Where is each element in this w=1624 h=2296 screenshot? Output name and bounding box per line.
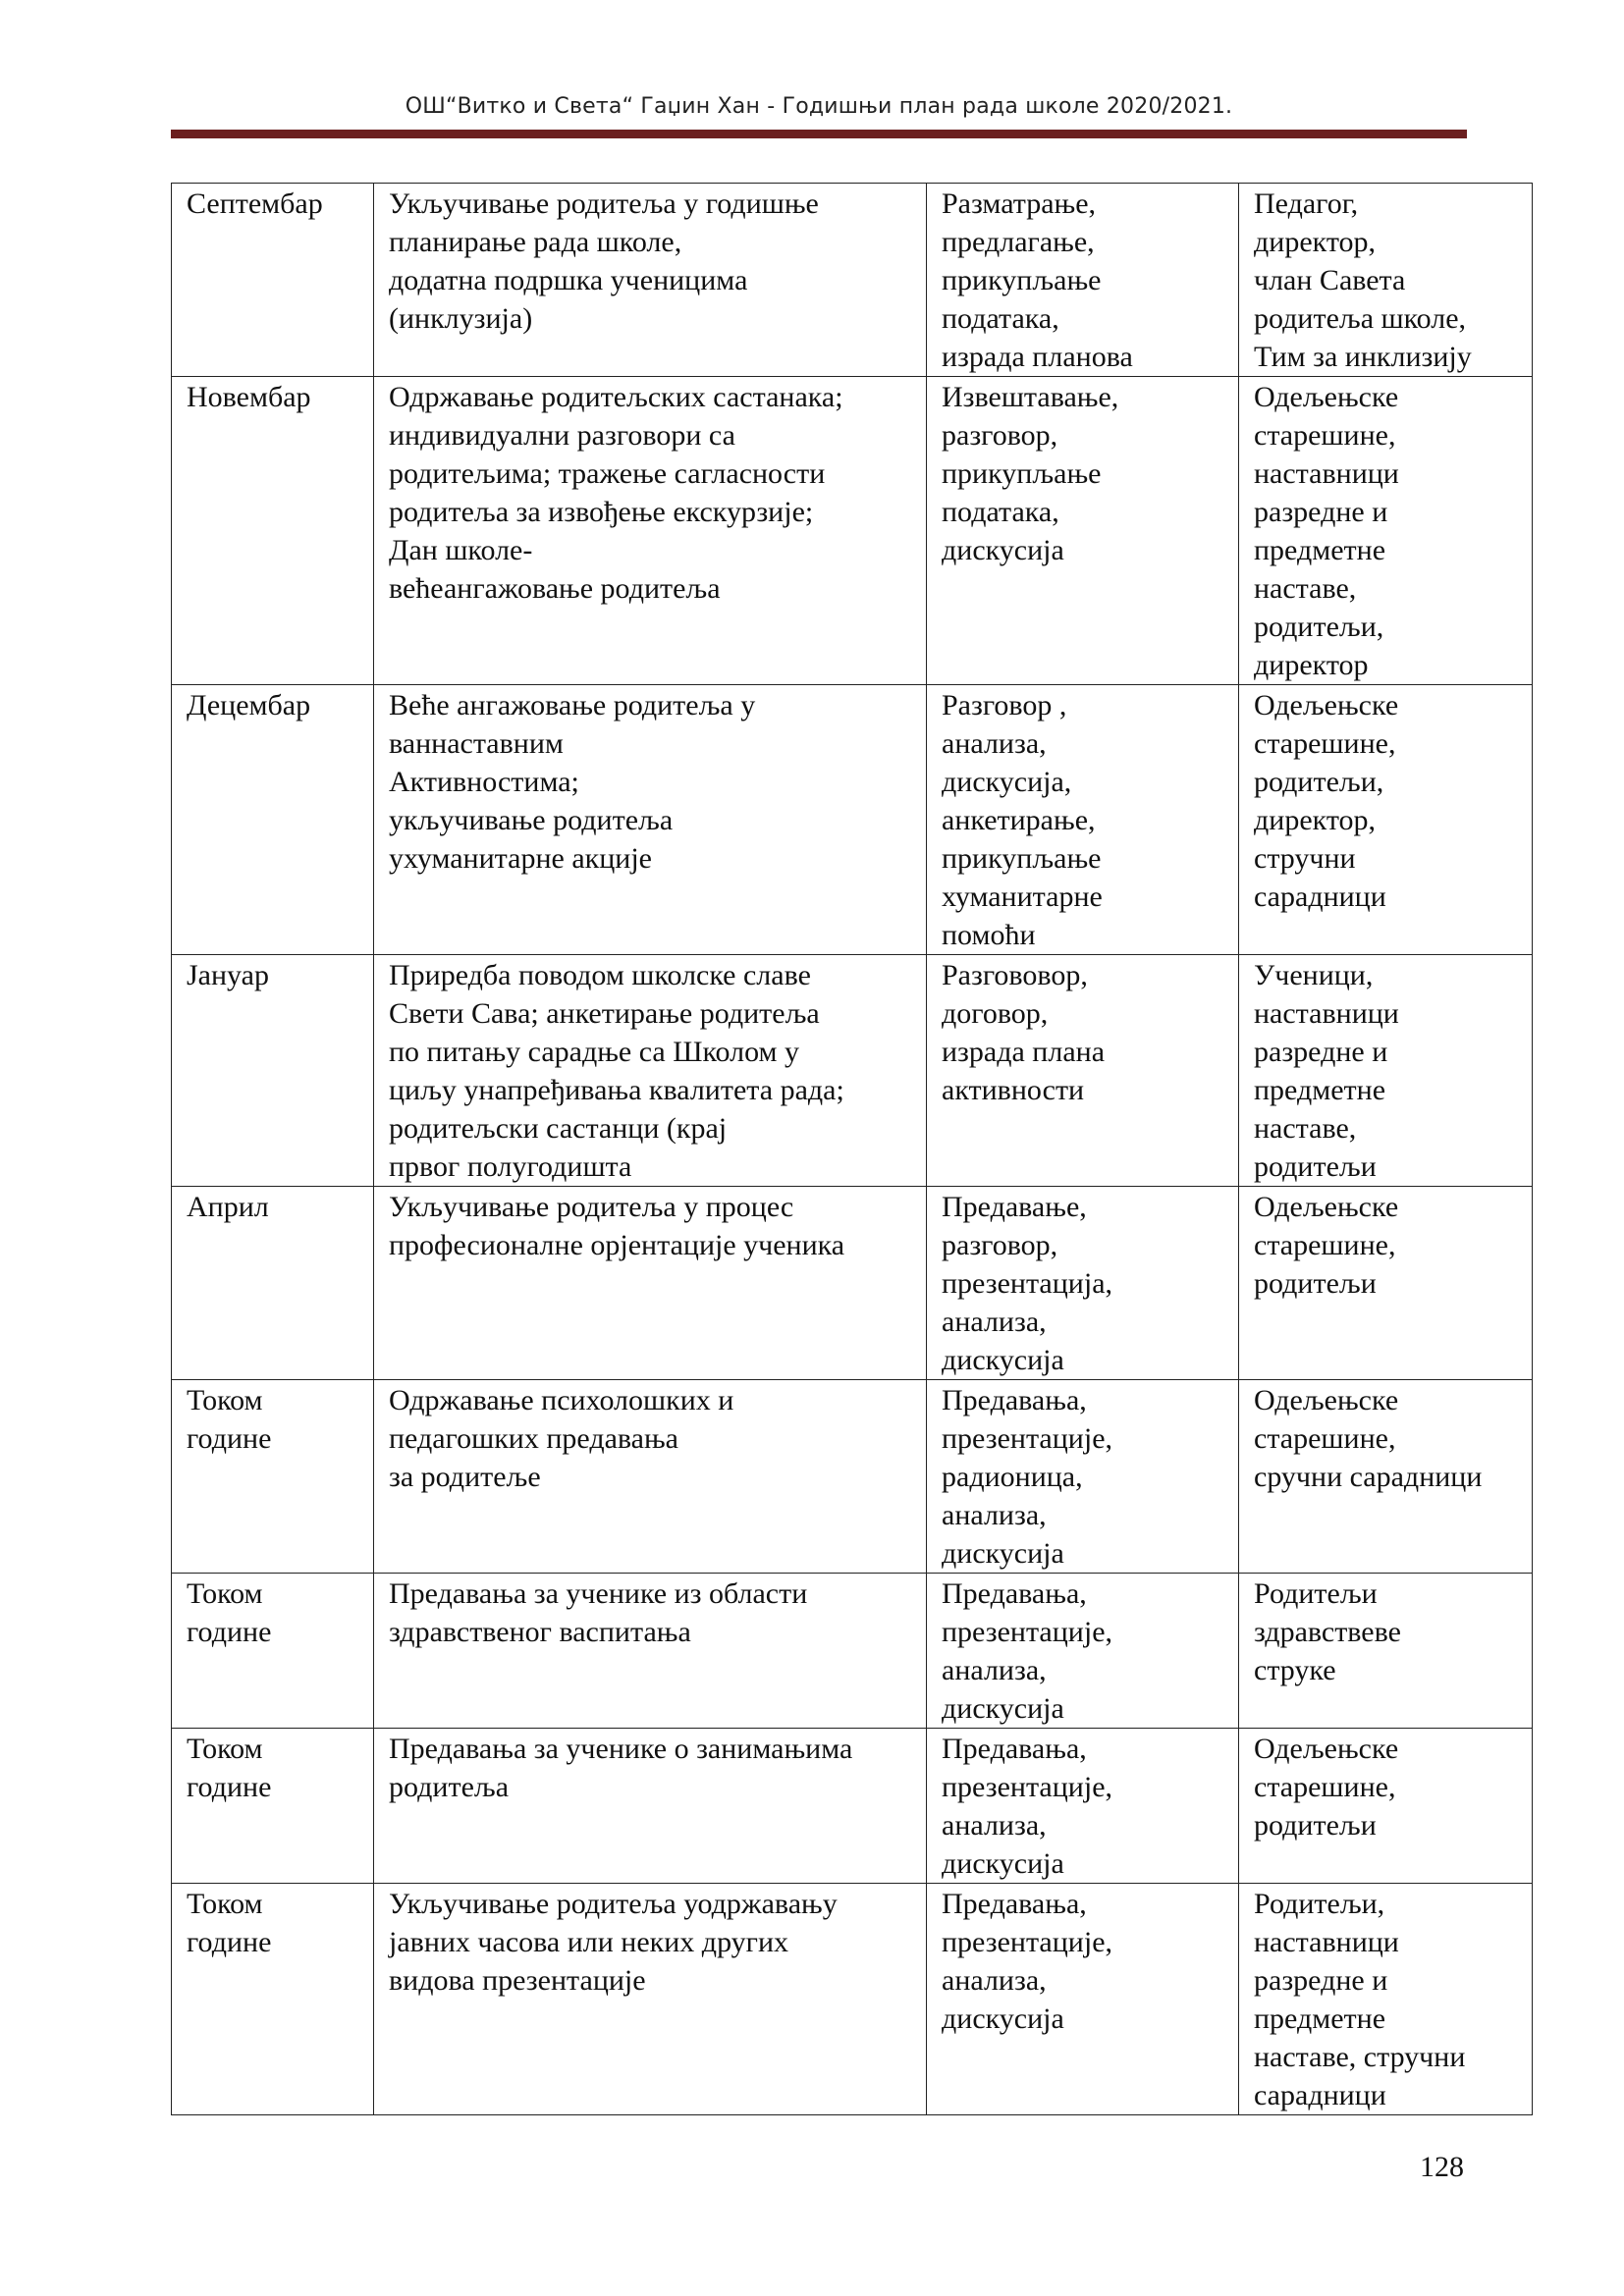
activity-cell: Укључивање родитеља у процес професионалне орјентације ученика [374,1187,927,1380]
activity-cell: Укључивање родитеља уодржавању јавних часова или неких других видова презентације [374,1884,927,2115]
activity-cell: Одржавање родитељских састанака; индивидуални разговори са родитељима; тражење сагласности родитеља за извођење екскурзије; Дан школе- већеангажовање родитеља [374,377,927,685]
month-cell: Септембар [172,184,374,377]
method-cell: Предавања, презентације, анализа, дискусија [927,1884,1239,2115]
activity-cell: Предавања за ученике из области здравственог васпитања [374,1574,927,1729]
method-cell: Предавања, презентације, анализа, дискусија [927,1729,1239,1884]
method-cell: Разматрање, предлагање, прикупљање података, израда планова [927,184,1239,377]
method-cell: Разговор , анализа, дискусија, анкетирање, прикупљање хуманитарне помоћи [927,685,1239,955]
table-row [172,184,1533,377]
activity-cell: Предавања за ученике о занимањима родитеља [374,1729,927,1884]
table-row [172,685,1533,955]
responsible-cell: Родитељи, наставници разредне и предметне наставе, стручни сарадници [1239,1884,1533,2115]
table-row [172,1729,1533,1884]
table-row [172,955,1533,1187]
responsible-cell: Одељењске старешине, родитељи [1239,1729,1533,1884]
month-cell: Децембар [172,685,374,955]
month-cell: Април [172,1187,374,1380]
responsible-cell: Родитељи здравствеве струке [1239,1574,1533,1729]
responsible-cell: Одељењске старешине, родитељи, директор, стручни сарадници [1239,685,1533,955]
month-cell: Новембар [172,377,374,685]
table-row [172,377,1533,685]
method-cell: Извештавање, разговор, прикупљање података, дискусија [927,377,1239,685]
table-row [172,1187,1533,1380]
activity-cell: Веће ангажовање родитеља у ваннаставним Активностима; укључивање родитеља ухуманитарне акције [374,685,927,955]
table-row [172,1574,1533,1729]
month-cell: Током године [172,1729,374,1884]
responsible-cell: Ученици, наставници разредне и предметне наставе, родитељи [1239,955,1533,1187]
month-cell: Јануар [172,955,374,1187]
responsible-cell: Одељењске старешине, наставници разредне и предметне наставе, родитељи, директор [1239,377,1533,685]
header-rule [171,130,1467,138]
activity-cell: Укључивање родитеља у годишње планирање рада школе, додатна подршка ученицима (инклузија) [374,184,927,377]
cooperation-plan-table [171,183,1533,2115]
activity-cell: Приредба поводом школске славе Свети Сава; анкетирање родитеља по питању сарадње са Школом у циљу унапређивања квалитета рада; родитељски састанци (крај првог полугодишта [374,955,927,1187]
responsible-cell: Одељењске старешине, сручни сарадници [1239,1380,1533,1574]
responsible-cell: Педагог, директор, члан Савета родитеља школе, Тим за инклизију [1239,184,1533,377]
month-cell: Током године [172,1380,374,1574]
method-cell: Предавања, презентације, радионица, анализа, дискусија [927,1380,1239,1574]
method-cell: Предавања, презентације, анализа, дискусија [927,1574,1239,1729]
activity-cell: Одржавање психолошких и педагошких предавања за родитеље [374,1380,927,1574]
month-cell: Током године [172,1884,374,2115]
table-row [172,1380,1533,1574]
page-number: 128 [1420,2151,1464,2183]
month-cell: Током године [172,1574,374,1729]
responsible-cell: Одељењске старешине, родитељи [1239,1187,1533,1380]
method-cell: Разгововор, договор, израда плана активности [927,955,1239,1187]
page-header-title: ОШ“Витко и Света“ Гаџин Хан - Годишњи план рада школе 2020/2021. [405,94,1233,119]
table-row [172,1884,1533,2115]
method-cell: Предавање, разговор, презентација, анализа, дискусија [927,1187,1239,1380]
